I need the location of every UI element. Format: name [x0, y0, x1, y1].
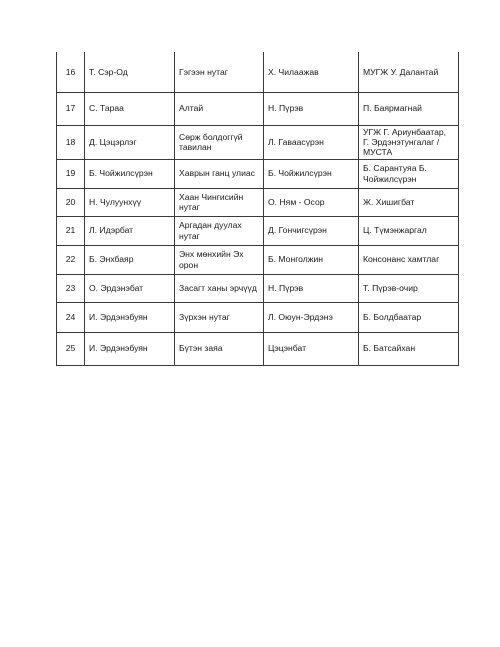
singer-cell: Д. Цэцэрлэг	[85, 125, 175, 159]
lyricist-cell: П. Баярмагнай	[359, 92, 459, 125]
composer-cell: Цэцэнбат	[264, 332, 359, 365]
composer-cell: Б. Монголжин	[264, 245, 359, 274]
table-row	[57, 274, 459, 302]
composer-cell: Н. Пүрэв	[264, 92, 359, 125]
singer-cell: Б. Энхбаяр	[85, 245, 175, 274]
lyricist-cell: Т. Пүрэв-очир	[359, 274, 459, 302]
table-row	[57, 216, 459, 245]
song-title-cell: Бүтэн заяа	[175, 332, 264, 365]
composer-cell: Н. Пүрэв	[264, 274, 359, 302]
singer-cell: Т. Сэр-Од	[85, 52, 175, 92]
table-row	[57, 52, 459, 92]
row-number-cell: 23	[57, 274, 85, 302]
lyricist-cell: МУГЖ У. Далантай	[359, 52, 459, 92]
song-title-cell: Хаан Чингисийн нутаг	[175, 188, 264, 216]
composer-cell: Х. Чилаажав	[264, 52, 359, 92]
song-table	[56, 52, 459, 366]
singer-cell: Б. Чойжилсүрэн	[85, 159, 175, 188]
lyricist-cell: Б. Болдбаатар	[359, 302, 459, 332]
table-row	[57, 125, 459, 159]
lyricist-cell: Ж. Хишигбат	[359, 188, 459, 216]
singer-cell: О. Эрдэнэбат	[85, 274, 175, 302]
table-row	[57, 188, 459, 216]
singer-cell: И. Эрдэнэбуян	[85, 302, 175, 332]
row-number-cell: 18	[57, 125, 85, 159]
row-number-cell: 17	[57, 92, 85, 125]
song-title-cell: Зүрхэн нутаг	[175, 302, 264, 332]
row-number-cell: 16	[57, 52, 85, 92]
song-title-cell: Сөрж болдоггүй тавилан	[175, 125, 264, 159]
song-title-cell: Гэгээн нутаг	[175, 52, 264, 92]
row-number-cell: 21	[57, 216, 85, 245]
table-row	[57, 332, 459, 365]
table-row	[57, 302, 459, 332]
lyricist-cell: Ц. Түмэнжаргал	[359, 216, 459, 245]
singer-cell: Л. Идэрбат	[85, 216, 175, 245]
composer-cell: Л. Оюун-Эрдэнэ	[264, 302, 359, 332]
lyricist-cell: УГЖ Г. Ариунбаатар, Г. Эрдэнэтунгалаг / МУСТА	[359, 125, 459, 159]
row-number-cell: 24	[57, 302, 85, 332]
singer-cell: И. Эрдэнэбуян	[85, 332, 175, 365]
row-number-cell: 22	[57, 245, 85, 274]
row-number-cell: 19	[57, 159, 85, 188]
table-row	[57, 92, 459, 125]
song-title-cell: Энх мөнхийн Эх орон	[175, 245, 264, 274]
singer-cell: С. Тараа	[85, 92, 175, 125]
table-row	[57, 159, 459, 188]
song-title-cell: Засагт ханы эрчүүд	[175, 274, 264, 302]
song-title-cell: Хаврын ганц улиас	[175, 159, 264, 188]
lyricist-cell: Б. Батсайхан	[359, 332, 459, 365]
table-row	[57, 245, 459, 274]
lyricist-cell: Консонанс хамтлаг	[359, 245, 459, 274]
lyricist-cell: Б. Сарантуяа Б. Чойжилсүрэн	[359, 159, 459, 188]
row-number-cell: 20	[57, 188, 85, 216]
composer-cell: Д. Гончигсүрэн	[264, 216, 359, 245]
composer-cell: О. Ням - Осор	[264, 188, 359, 216]
song-title-cell: Алтай	[175, 92, 264, 125]
composer-cell: Б. Чойжилсүрэн	[264, 159, 359, 188]
row-number-cell: 25	[57, 332, 85, 365]
singer-cell: Н. Чулуунхүү	[85, 188, 175, 216]
song-title-cell: Аргадан дуулах нутаг	[175, 216, 264, 245]
composer-cell: Л. Гаваасүрэн	[264, 125, 359, 159]
